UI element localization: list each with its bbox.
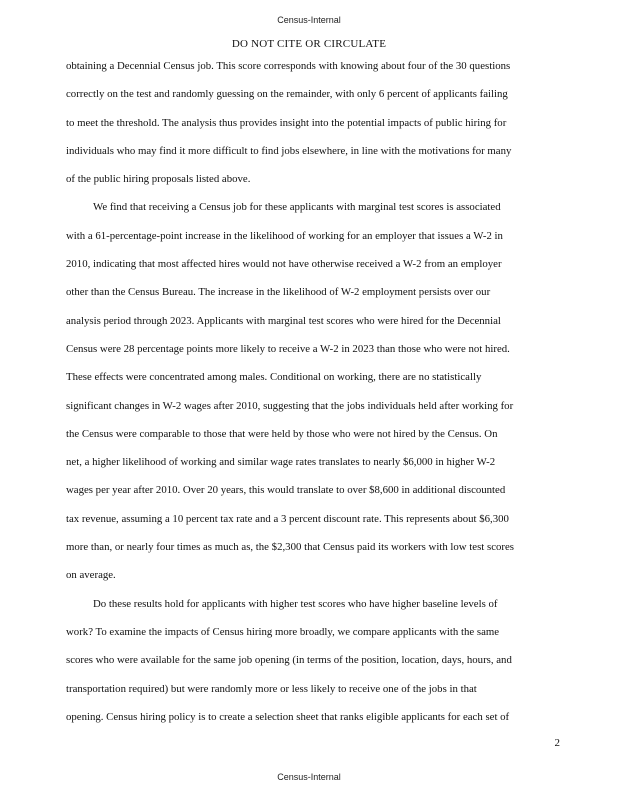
text-line: Census were 28 percentage points more likely to receive a W-2 in 2023 than those who were not hired. bbox=[66, 342, 510, 355]
text-line: with a 61-percentage-point increase in the likelihood of working for an employer that issues a W-2 in bbox=[66, 229, 503, 242]
text-line: 2010, indicating that most affected hires would not have otherwise received a W-2 from an employer bbox=[66, 258, 502, 271]
text-line: tax revenue, assuming a 10 percent tax rate and a 3 percent discount rate. This represents about $6,300 bbox=[66, 512, 509, 525]
text-line: other than the Census Bureau. The increase in the likelihood of W-2 employment persists over our bbox=[66, 286, 491, 299]
text-line: scores who were available for the same job opening (in terms of the position, location, days, hours, and bbox=[66, 654, 512, 667]
text-line: individuals who may find it more difficult to find jobs elsewhere, in line with the motivations for many bbox=[66, 144, 512, 157]
text-line: opening. Census hiring policy is to create a selection sheet that ranks eligible applicants for each set of bbox=[66, 710, 510, 723]
page-number: 2 bbox=[554, 737, 560, 749]
body-text bbox=[66, 52, 552, 731]
text-line: to meet the threshold. The analysis thus provides insight into the potential impacts of public hiring for bbox=[66, 116, 507, 129]
classification-banner-bottom: Census-Internal bbox=[277, 772, 341, 782]
paragraph-start-line: Do these results hold for applicants with higher test scores who have higher baseline levels of bbox=[93, 597, 498, 610]
text-line: on average. bbox=[66, 569, 116, 582]
text-line: wages per year after 2010. Over 20 years, this would translate to over $8,600 in additional discounted bbox=[66, 484, 506, 497]
text-line: of the public hiring proposals listed above. bbox=[66, 173, 251, 186]
text-line: transportation required) but were randomly more or less likely to receive one of the jobs in that bbox=[66, 682, 477, 695]
text-line: the Census were comparable to those that were held by those who were not hired by the Census. On bbox=[66, 427, 498, 440]
text-line: These effects were concentrated among males. Conditional on working, there are no statistically bbox=[66, 371, 482, 384]
text-line: analysis period through 2023. Applicants with marginal test scores who were hired for the Decennial bbox=[66, 314, 501, 327]
text-line: net, a higher likelihood of working and similar wage rates translates to nearly $6,000 in higher W-2 bbox=[66, 456, 496, 469]
text-line: work? To examine the impacts of Census hiring more broadly, we compare applicants with the same bbox=[66, 625, 500, 638]
text-line: more than, or nearly four times as much as, the $2,300 that Census paid its workers with low test scores bbox=[66, 541, 514, 554]
text-line: obtaining a Decennial Census job. This score corresponds with knowing about four of the 30 questions bbox=[66, 60, 511, 72]
text-line: significant changes in W-2 wages after 2010, suggesting that the jobs individuals held after working for bbox=[66, 399, 514, 412]
text-line: correctly on the test and randomly guessing on the remainder, with only 6 percent of applicants failing bbox=[66, 88, 508, 101]
distribution-notice: DO NOT CITE OR CIRCULATE bbox=[231, 38, 387, 50]
classification-banner-top: Census-Internal bbox=[277, 15, 341, 25]
paragraph-start-line: We find that receiving a Census job for these applicants with marginal test scores is associated bbox=[93, 201, 501, 214]
